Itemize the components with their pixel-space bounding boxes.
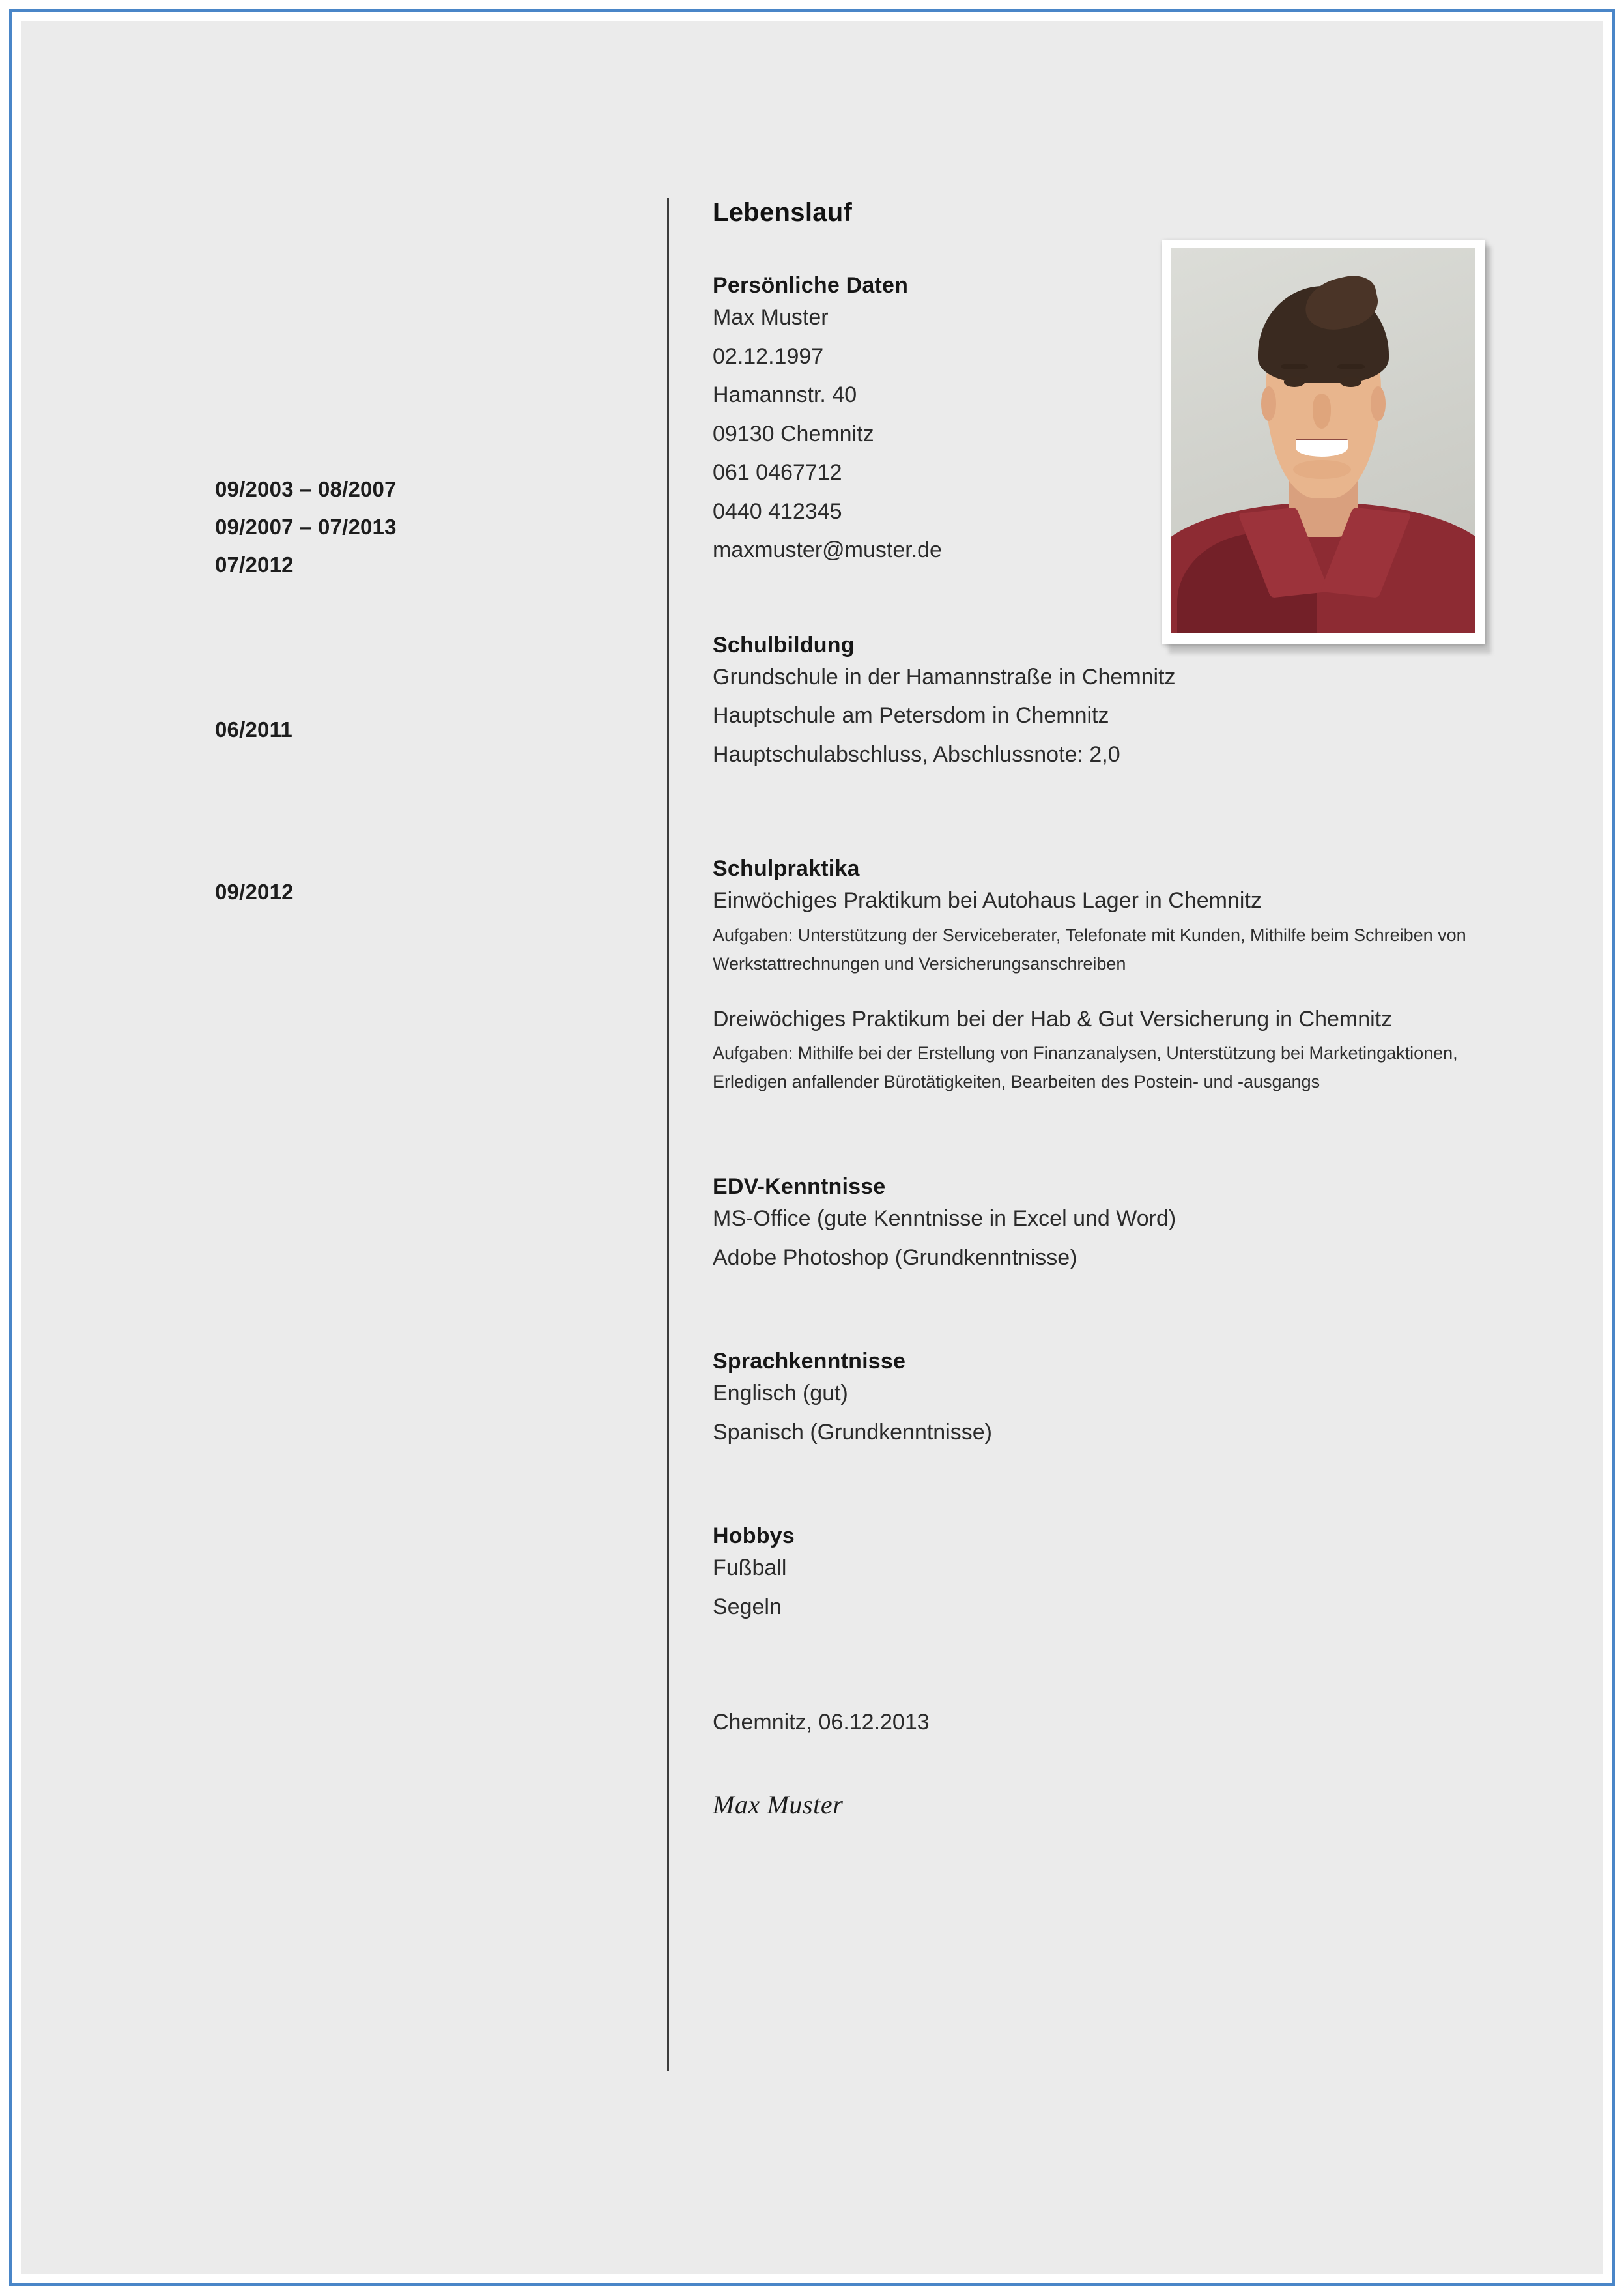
education-entry-3: Hauptschulabschluss, Abschlussnote: 2,0: [713, 742, 1120, 767]
photo-eyebrow-left: [1281, 364, 1308, 369]
section-internships: [713, 856, 1560, 1096]
spacer: [713, 1096, 1560, 1174]
photo-eye-right: [1340, 377, 1361, 386]
section-computer-skills: [713, 1174, 1560, 1277]
photo-frame: [1162, 240, 1485, 644]
photo-chin: [1293, 460, 1351, 480]
section-languages: [713, 1349, 1560, 1452]
education-date-3: 07/2012: [215, 553, 294, 577]
computer-skill-1: MS-Office (gute Kenntnisse in Excel und Word): [713, 1206, 1176, 1231]
section-heading-computer-skills: EDV-Kenntnisse: [713, 1174, 886, 1199]
section-heading-personal: Persönliche Daten: [713, 273, 909, 298]
education-date-1: 09/2003 – 08/2007: [215, 477, 397, 501]
section-heading-education: Schulbildung: [713, 632, 855, 657]
spacer: [713, 1452, 1560, 1523]
section-education: [713, 633, 1560, 775]
language-2: Spanisch (Grundkenntnisse): [713, 1419, 993, 1445]
spacer: [713, 774, 1560, 856]
vertical-divider: [667, 198, 669, 2071]
education-entry-1: Grundschule in der Hamannstraße in Chemnitz: [713, 664, 1176, 689]
section-heading-hobbies: Hobbys: [713, 1523, 795, 1548]
place-and-date: Chemnitz, 06.12.2013: [713, 1710, 930, 1735]
hobby-1: Fußball: [713, 1555, 787, 1580]
photo-smile: [1296, 439, 1347, 457]
education-entry-2: Hauptschule am Petersdom in Chemnitz: [713, 703, 1109, 728]
section-hobbies: [713, 1523, 1560, 1626]
education-date-2: 09/2007 – 07/2013: [215, 515, 397, 540]
computer-skill-2: Adobe Photoshop (Grundkenntnisse): [713, 1245, 1077, 1270]
section-heading-languages: Sprachkenntnisse: [713, 1349, 906, 1374]
personal-line-3: Hamannstr. 40: [713, 382, 857, 407]
personal-line-2: 02.12.1997: [713, 343, 824, 369]
personal-email: maxmuster@muster.de: [713, 538, 942, 562]
spacer: [713, 1742, 1560, 1789]
resume-canvas: [21, 21, 1603, 2274]
internship-entry-1-details: Aufgaben: Unterstützung der Serviceberater, Telefonate mit Kunden, Mithilfe beim Schreiben von Werkstattrechnungen und Versicherungsanschreiben: [713, 925, 1466, 974]
photo-ear-left: [1261, 386, 1276, 421]
internship-date-2: 09/2012: [215, 880, 294, 904]
spacer: [713, 1277, 1560, 1349]
education-dates: [215, 470, 645, 584]
photo-eye-left: [1284, 377, 1305, 386]
internship-entry-1-title: Einwöchiges Praktikum bei Autohaus Lager in Chemnitz: [713, 888, 1262, 913]
resume-document: [21, 21, 1603, 2274]
photo-eyebrow-right: [1337, 364, 1365, 369]
personal-line-4: 09130 Chemnitz: [713, 421, 874, 446]
internship-date-1: 06/2011: [215, 717, 292, 742]
applicant-portrait-photo: [1171, 248, 1475, 633]
signature: Max Muster: [713, 1789, 844, 1819]
personal-line-5: 061 0467712: [713, 460, 842, 485]
internship-entry-2-details: Aufgaben: Mithilfe bei der Erstellung von Finanzanalysen, Unterstützung bei Marketingaktionen, Erledigen anfallender Bürotätigkeiten, Bearbeiten des Postein- und -ausgangs: [713, 1043, 1458, 1091]
page-title: Lebenslauf: [713, 198, 853, 227]
section-heading-internships: Schulpraktika: [713, 856, 860, 881]
hobby-2: Segeln: [713, 1594, 782, 1619]
personal-line-1: Max Muster: [713, 305, 829, 330]
spacer: [713, 1626, 1560, 1703]
language-1: Englisch (gut): [713, 1381, 848, 1406]
spacer: [713, 978, 1560, 1000]
personal-line-6: 0440 412345: [713, 498, 842, 524]
portrait-photo-container: [1162, 240, 1491, 654]
internship-entry-2-title: Dreiwöchiges Praktikum bei der Hab & Gut Versicherung in Chemnitz: [713, 1006, 1393, 1032]
